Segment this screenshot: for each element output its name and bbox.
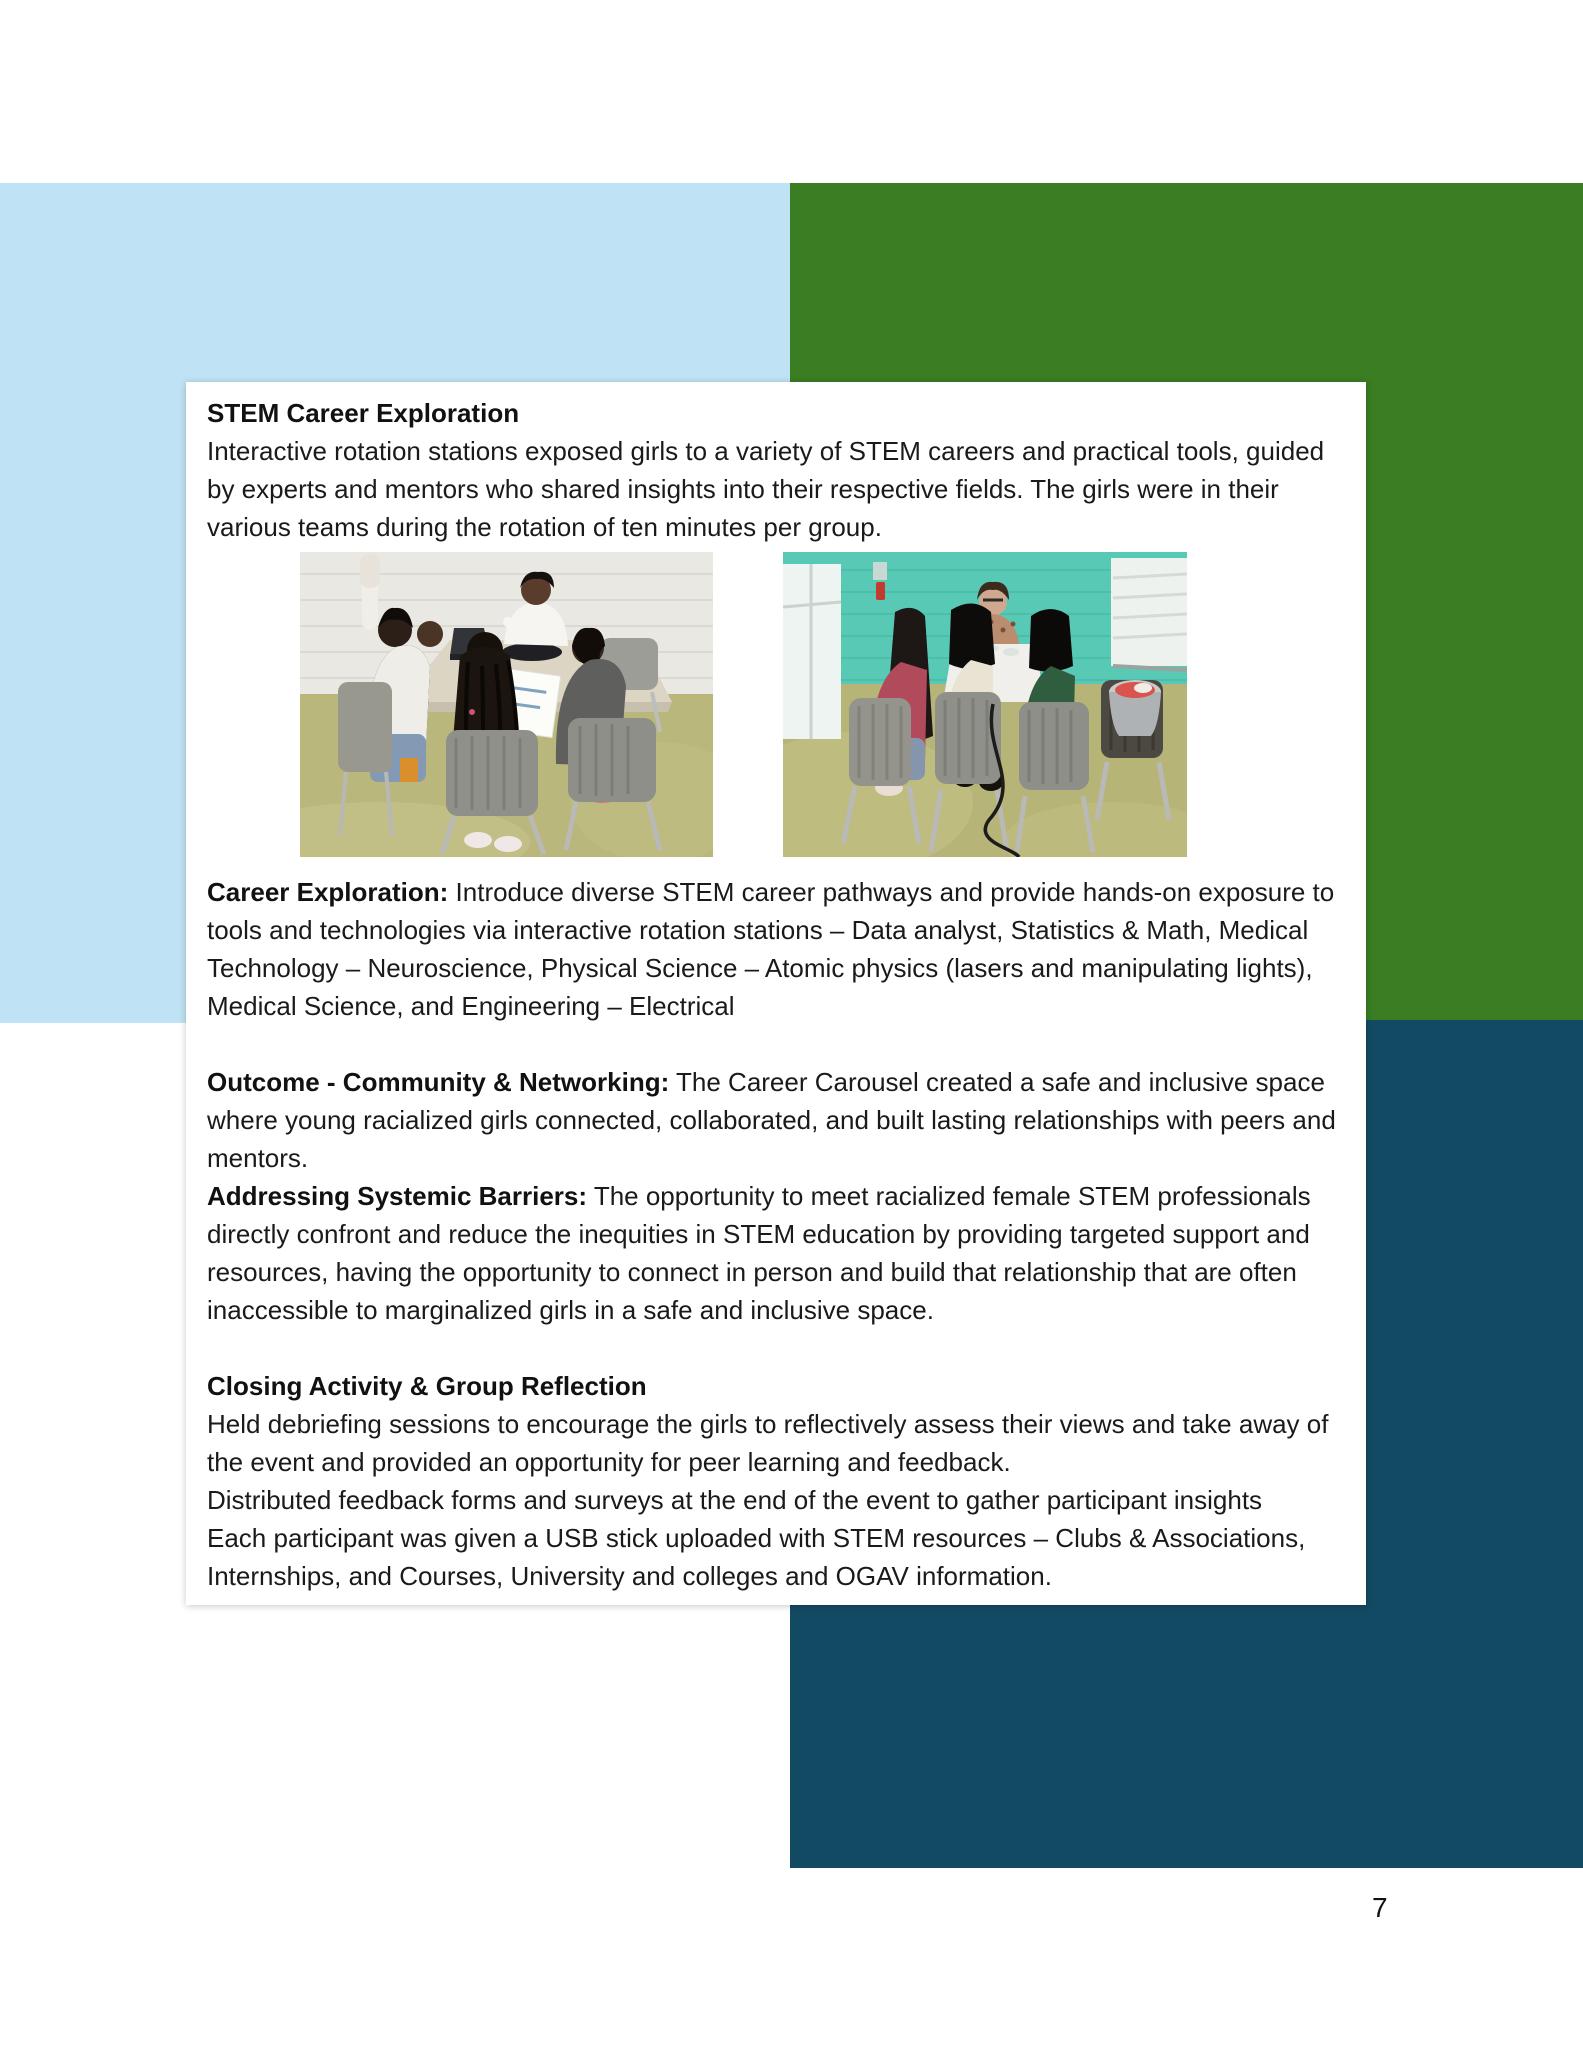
barriers-lead: Addressing Systemic Barriers: [207, 1181, 588, 1211]
outcome-text: The Career Carousel created a safe and inclusive space where young racialized girls connected, collaborated, and built lasting relationships with peers and mentors. [207, 1067, 1336, 1173]
paragraph-closing-usb: Each participant was given a USB stick uploaded with STEM resources – Clubs & Associations, Internships, and Courses, University and colleges and OGAV information. [207, 1523, 1306, 1591]
section-heading-closing-activity: Closing Activity & Group Reflection [207, 1371, 647, 1401]
paragraph-outcome [207, 1063, 1336, 1177]
career-exploration-lead: Career Exploration: [207, 877, 449, 907]
photo-rotation-station-left [300, 552, 713, 857]
career-exploration-text: Introduce diverse STEM career pathways and provide hands-on exposure to tools and technologies via interactive rotation stations – Data analyst, Statistics & Math, Medical Technology – Neuroscience, Physical Science – Atomic physics (lasers and manipulating lights), Medical Science, and Engineering – Electrical [207, 877, 1335, 1021]
outcome-lead: Outcome - Community & Networking: [207, 1067, 670, 1097]
paragraph-career-exploration [207, 873, 1336, 1025]
paragraph-intro: Interactive rotation stations exposed girls to a variety of STEM careers and practical tools, guided by experts and mentors who shared insights into their respective fields. The girls were in their various teams during the rotation of ten minutes per group. [207, 436, 1325, 542]
blank-line [207, 1025, 1336, 1063]
paragraph-closing-debrief: Held debriefing sessions to encourage the girls to reflectively assess their views and take away of the event and provided an opportunity for peer learning and feedback. [207, 1409, 1329, 1477]
page-number: 7 [1372, 1892, 1388, 1923]
barriers-text: The opportunity to meet racialized female STEM professionals directly confront and reduce the inequities in STEM education by providing targeted support and resources, having the opportunity to connect in person and build that relationship that are often inaccessible to marginalized girls in a safe and inclusive space. [207, 1181, 1311, 1325]
photo-career-carousel-right [783, 552, 1187, 857]
paragraph-barriers [207, 1177, 1336, 1329]
photo-row [300, 552, 1336, 857]
blank-line [207, 1329, 1336, 1367]
section-heading-stem-career-exploration: STEM Career Exploration [207, 398, 520, 428]
content-card [186, 382, 1366, 1605]
paragraph-closing-feedback: Distributed feedback forms and surveys at the end of the event to gather participant insights [207, 1485, 1263, 1515]
